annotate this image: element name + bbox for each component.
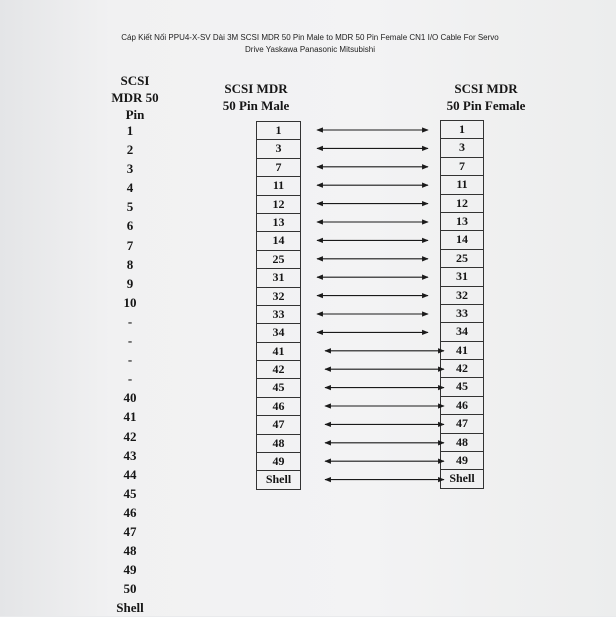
female-pin-cell: 49 (440, 452, 484, 470)
pin-number: 44 (123, 466, 137, 482)
female-pin-cell: 42 (440, 360, 484, 378)
pin-number: 47 (123, 523, 137, 539)
female-pin-cell: 45 (440, 378, 484, 396)
male-pin-cell: 49 (256, 453, 301, 471)
female-pin-cell: 34 (440, 323, 484, 341)
male-pin-cell: 3 (256, 140, 301, 158)
pin-number: 43 (123, 447, 137, 463)
pin-number: 41 (123, 409, 137, 425)
pin-number: 42 (123, 428, 137, 444)
female-header-line-1: SCSI MDR (454, 81, 518, 96)
female-pin-cell: 47 (440, 415, 484, 433)
male-pin-cell: 33 (256, 306, 301, 324)
pin-number: 9 (126, 275, 134, 291)
pin-number: 8 (126, 256, 134, 272)
pin-number: 6 (126, 218, 134, 234)
pin-number: 45 (123, 485, 137, 501)
pin-number: 46 (123, 504, 137, 520)
pin-number: 2 (126, 142, 134, 158)
pin-number: 5 (126, 199, 134, 215)
title-line-2: Drive Yaskawa Panasonic Mitsubishi (245, 45, 375, 54)
pin-number: 7 (126, 237, 134, 253)
pin-number: - (127, 371, 133, 387)
pin-number: - (127, 352, 133, 368)
pin-number: 3 (126, 161, 134, 177)
pin-header-line-3: Pin (125, 107, 145, 122)
female-pin-cell: 32 (440, 287, 484, 305)
female-pin-cell: 41 (440, 342, 484, 360)
male-pin-cell: 48 (256, 435, 301, 453)
male-pin-cell: 11 (256, 177, 301, 195)
female-pin-cell: 48 (440, 434, 484, 452)
female-pin-cell: 11 (440, 176, 484, 194)
male-pin-cell: 1 (256, 122, 301, 140)
female-pin-cell: 31 (440, 268, 484, 286)
male-pin-cell: 41 (256, 343, 301, 361)
female-pin-cell: 25 (440, 250, 484, 268)
male-pin-cell: 32 (256, 288, 301, 306)
female-header-line-2: 50 Pin Female (446, 98, 526, 113)
female-pin-cell: 13 (440, 213, 484, 231)
male-pin-cell: 34 (256, 324, 301, 342)
female-pin-cell: 14 (440, 231, 484, 249)
pin-header-line-1: SCSI (120, 73, 150, 88)
pin-number: 40 (123, 390, 137, 406)
female-pin-cell: 3 (440, 139, 484, 157)
female-pin-cell: 46 (440, 397, 484, 415)
female-pin-cell: Shell (440, 470, 484, 489)
pin-number: 1 (126, 123, 134, 138)
male-header-line-1: SCSI MDR (224, 81, 288, 96)
pin-number: 10 (123, 294, 137, 310)
pin-number: 49 (123, 562, 137, 578)
male-pin-cell: 46 (256, 398, 301, 416)
male-pin-cell: 25 (256, 251, 301, 269)
male-pin-cell: 31 (256, 269, 301, 287)
male-pin-cell: Shell (256, 471, 301, 490)
title-line-1: Cáp Kiết Nối PPU4-X-SV Dài 3M SCSI MDR 50 Pin Male to MDR 50 Pin Female CN1 I/O Cable For Servo (121, 33, 499, 42)
pin-number: 50 (123, 581, 137, 597)
female-pin-cell: 1 (440, 121, 484, 139)
female-pin-cell: 12 (440, 195, 484, 213)
male-header-line-2: 50 Pin Male (222, 98, 290, 113)
pin-number: 4 (126, 180, 134, 196)
pin-number: - (127, 313, 133, 329)
female-pin-cell: 33 (440, 305, 484, 323)
male-pin-cell: 7 (256, 159, 301, 177)
male-pin-cell: 12 (256, 196, 301, 214)
pin-number: 48 (123, 543, 137, 559)
pin-number: Shell (116, 600, 144, 616)
male-pin-cell: 14 (256, 232, 301, 250)
pin-number: - (127, 333, 133, 349)
male-pin-cell: 42 (256, 361, 301, 379)
male-pin-cell: 13 (256, 214, 301, 232)
male-pin-cell: 45 (256, 379, 301, 397)
female-pin-cell: 7 (440, 158, 484, 176)
male-pin-cell: 47 (256, 416, 301, 434)
pin-header-line-2: MDR 50 (111, 90, 159, 105)
